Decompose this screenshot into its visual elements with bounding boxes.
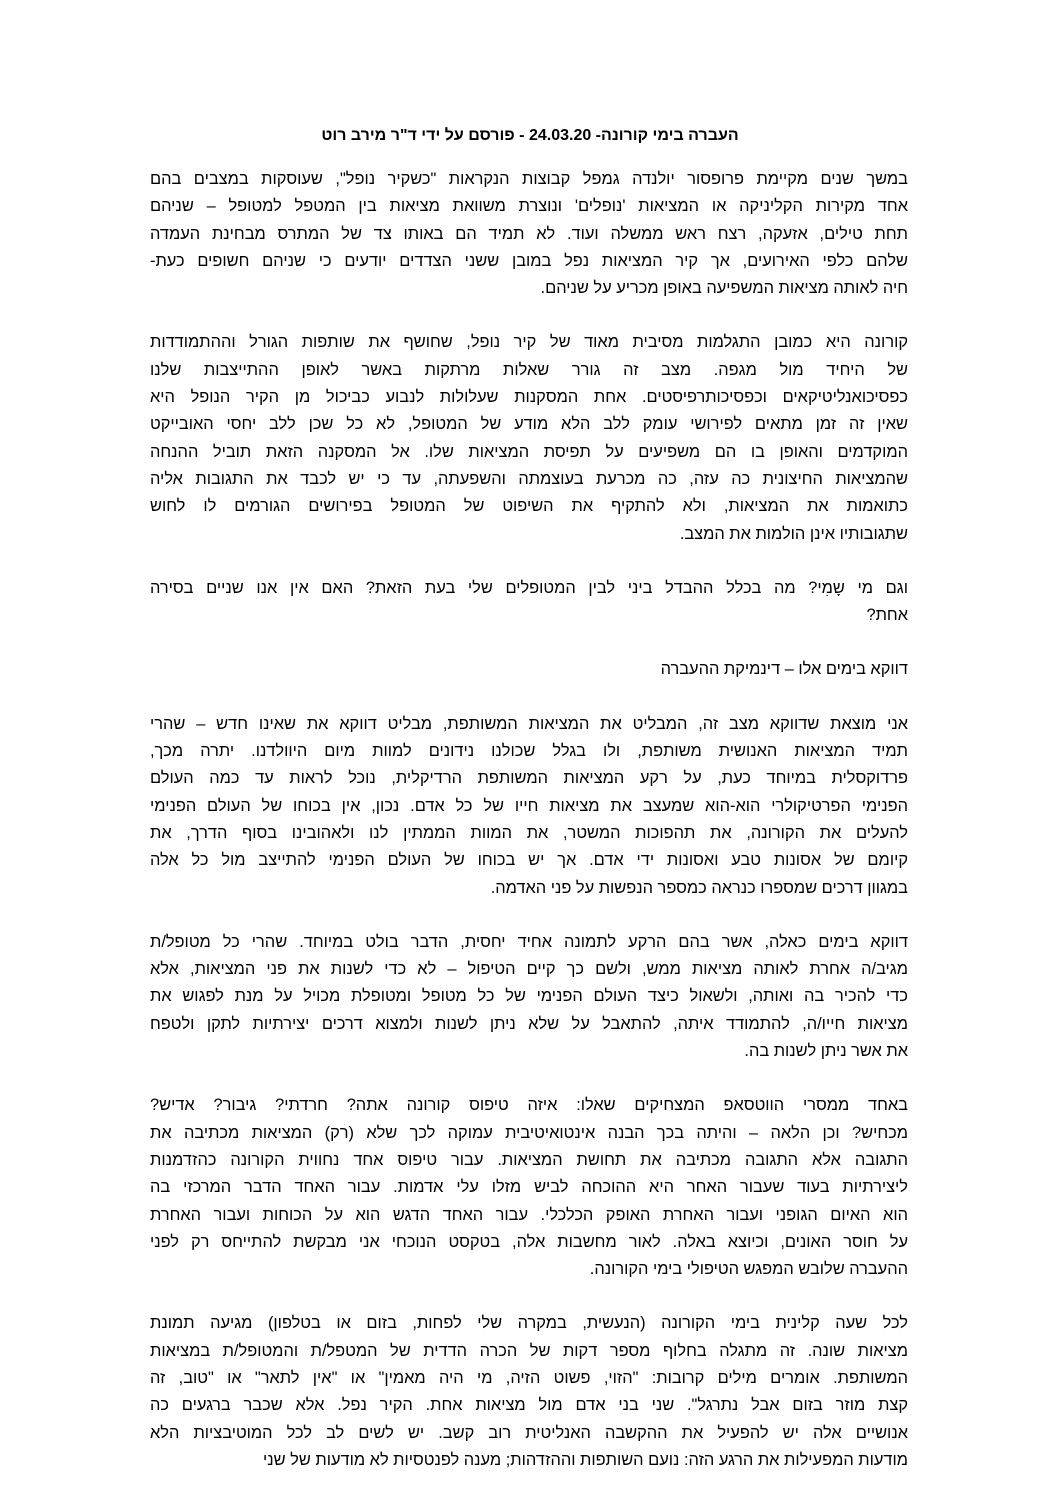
text-line: לכל שעה קלינית בימי הקורונה (הנעשית, במקרה שלי לפחות, בזום או בטלפון) מגיעה תמונת [150,1314,908,1333]
paragraph [150,656,908,683]
text-line: שהמציאות החיצונית כה עזה, כה מכרעת בעוצמתה והשפעתה, עד כי יש לכבד את התגובות אליה [150,469,908,488]
text-line: מציאות שונה. זה מתגלה בחלוף מספר דקות של הכרה הדדית של המטפל/ת והמטופל/ת במציאות [150,1341,908,1360]
text-line: וגם מי שָמִי? מה בכלל ההבדל ביני לבין המטופלים שלי בעת הזאת? האם אין אנו שניים בסירה [150,578,908,597]
paragraph [150,929,908,1065]
text-line: דווקא בימים אלו – דינמיקת ההעברה [660,660,908,679]
paragraph [150,329,908,547]
text-line: על חוסר האונים, וכיוצא באלה. לאור מחשבות אלה, בטקסט הנוכחי אני מבקשת להתייחס רק לפני [150,1232,908,1251]
paragraph [150,166,908,302]
text-line: שלהם כלפי האירועים, אך קיר המציאות נפל במובן ששני הצדדים יודעים כי שניהם חשופים כעת- [150,251,908,270]
text-line: מגיב/ה אחרת לאותה מציאות ממש, ולשם כך קיים הטיפול – לא כדי לשנות את פני המציאות, אלא [150,960,908,979]
paragraph [150,575,908,630]
text-line: אני מוצאת שדווקא מצב זה, המבליט את המציאות המשותפת, מבליט דווקא את שאינו חדש – שהרי [150,714,908,733]
text-line: ליצירתיות בעוד שעבור האחר היא ההוכחה לביש מזלו עלי אדמות. עבור האחד הדבר המרכזי בה [150,1178,908,1197]
paragraph [150,711,908,902]
text-line: מודעות המפעילות את הרגע הזה: נועם השותפות וההזדהות; מענה לפנטסיות לא מודעות של שני [263,1450,908,1469]
text-line: הוא האיום הגופני ועבור האחרת האופק הכלכלי. עבור האחד הדגש הוא על הכוחות ועבור האחרת [150,1205,908,1224]
text-line: קיומם של אסונות טבע ואסונות ידי אדם. אך יש בכוחו של העולם הפנימי להתייצב מול כל אלה [150,851,908,870]
text-line: תחת טילים, אזעקה, רצח ראש ממשלה ועוד. לא תמיד הם באותו צד של המתרס מבחינת העמדה [150,224,908,243]
text-line: דווקא בימים כאלה, אשר בהם הרקע לתמונה אחיד יחסית, הדבר בולט במיוחד. שהרי כל מטופל/ת [150,932,908,951]
text-line: מכחיש? וכן הלאה – והיתה בכך הבנה אינטואיטיבית עמוקה לכך שלא (רק) המציאות מכתיבה את [150,1123,908,1142]
text-line: שתגובותיו אינן הולמות את המצב. [679,524,908,543]
text-line: באחד ממסרי הווטסאפ המצחיקים שאלו: איזה טיפוס קורונה אתה? חרדתי? גיבור? אדיש? [150,1096,908,1115]
text-line: ההעברה שלובש המפגש הטיפולי בימי הקורונה. [589,1260,908,1279]
text-line: להעלים את הקורונה, את תהפוכות המשטר, את המוות הממתין לנו ולאהובינו בסוף הדרך, את [150,823,908,842]
text-line: אחד מקירות הקליניקה או המציאות 'נופלים' ונוצרת משוואת מציאות בין המטפל למטופל – שניהם [150,197,908,216]
text-line: כדי להכיר בה ואותה, ולשאול כיצד העולם הפנימי של כל מטופל ומטופלת מכויל על מנת לפגוש את [150,987,908,1006]
text-line: קורונה היא כמובן התגלמות מסיבית מאוד של קיר נופל, שחושף את שותפות הגורל וההתמודדות [150,333,908,352]
text-line: התגובה אלא התגובה מכתיבה את תחושת המציאות. עבור טיפוס אחד נחווית הקורונה כהזדמנות [150,1150,908,1169]
text-line: תמיד המציאות האנושית משותפת, ולו בגלל שכולנו נידונים למוות מיום היוולדנו. יתרה מכך, [150,742,908,761]
paragraph [150,1310,908,1474]
page-title: העברה בימי קורונה- 24.03.20 - פורסם על ידי ד"ר מירב רוט [321,127,739,144]
text-line: הפנימי הפרטיקולרי הוא-הוא שמעצב את מציאות חייו של כל אדם. נכון, אין בכוחו של העולם הפנימי [150,796,908,815]
text-line: במשך שנים מקיימת פרופסור יולנדה גמפל קבוצות הנקראות "כשקיר נופל", שעוסקות במצבים בהם [150,170,908,188]
text-line: המוקדמים והאופן בו הם משפיעים על תפיסת המציאות שלו. אל המסקנה הזאת תוביל ההנחה [150,442,908,461]
text-line: את אשר ניתן לשנות בה. [744,1042,908,1061]
text-line: אנושיים אלה יש להפעיל את ההקשבה האנליטית רוב קשב. יש לשים לב לכל המוטיבציות הלא [150,1423,908,1442]
text-line: קצת מוזר בזום אבל נתרגל". שני בני אדם מול מציאות אחת. הקיר נפל. אלא שכבר ברגעים כה [150,1396,908,1415]
text-line: במגוון דרכים שמספרו כנראה כמספר הנפשות על פני האדמה. [490,878,908,897]
text-line: של היחיד מול מגפה. מצב זה גורר שאלות מרתקות באשר לאופן ההתייצבות שלנו [150,360,908,379]
text-line: פרדוקסלית במיוחד כעת, על רקע המציאות המשותפת הרדיקלית, נוכל לראות עד כמה העולם [150,769,908,788]
text-line: חיה לאותה מציאות המשפיעה באופן מכריע על שניהם. [540,279,908,298]
paragraph [150,1092,908,1283]
text-line: כתואמות את המציאות, ולא להתקיף את השיפוט של המטופל בפירושים הגורמים לו לחוש [150,497,908,516]
text-line: כפסיכואנליטיקאים וכפסיכותרפיסטים. אחת המסקנות שעלולות לנבוע כביכול מן הקיר הנופל היא [150,388,908,407]
document-body [150,166,908,1501]
text-line: מציאות חייו/ה, להתמודד איתה, להתאבל על שלא ניתן לשנות ולמצוא דרכים יצירתיות לתקן ולטפח [150,1014,908,1033]
text-line: אחת? [866,606,908,625]
text-line: שאין זה זמן מתאים לפירושי עומק ללב הלא מודע של המטופל, לא כל שכן ללב יחסי האובייקט [150,415,908,434]
text-line: המשותפת. אומרים מילים קרובות: "הזוי, פשוט הזיה, מי היה מאמין" או "אין לתאר" או "טוב, זה [150,1368,908,1387]
